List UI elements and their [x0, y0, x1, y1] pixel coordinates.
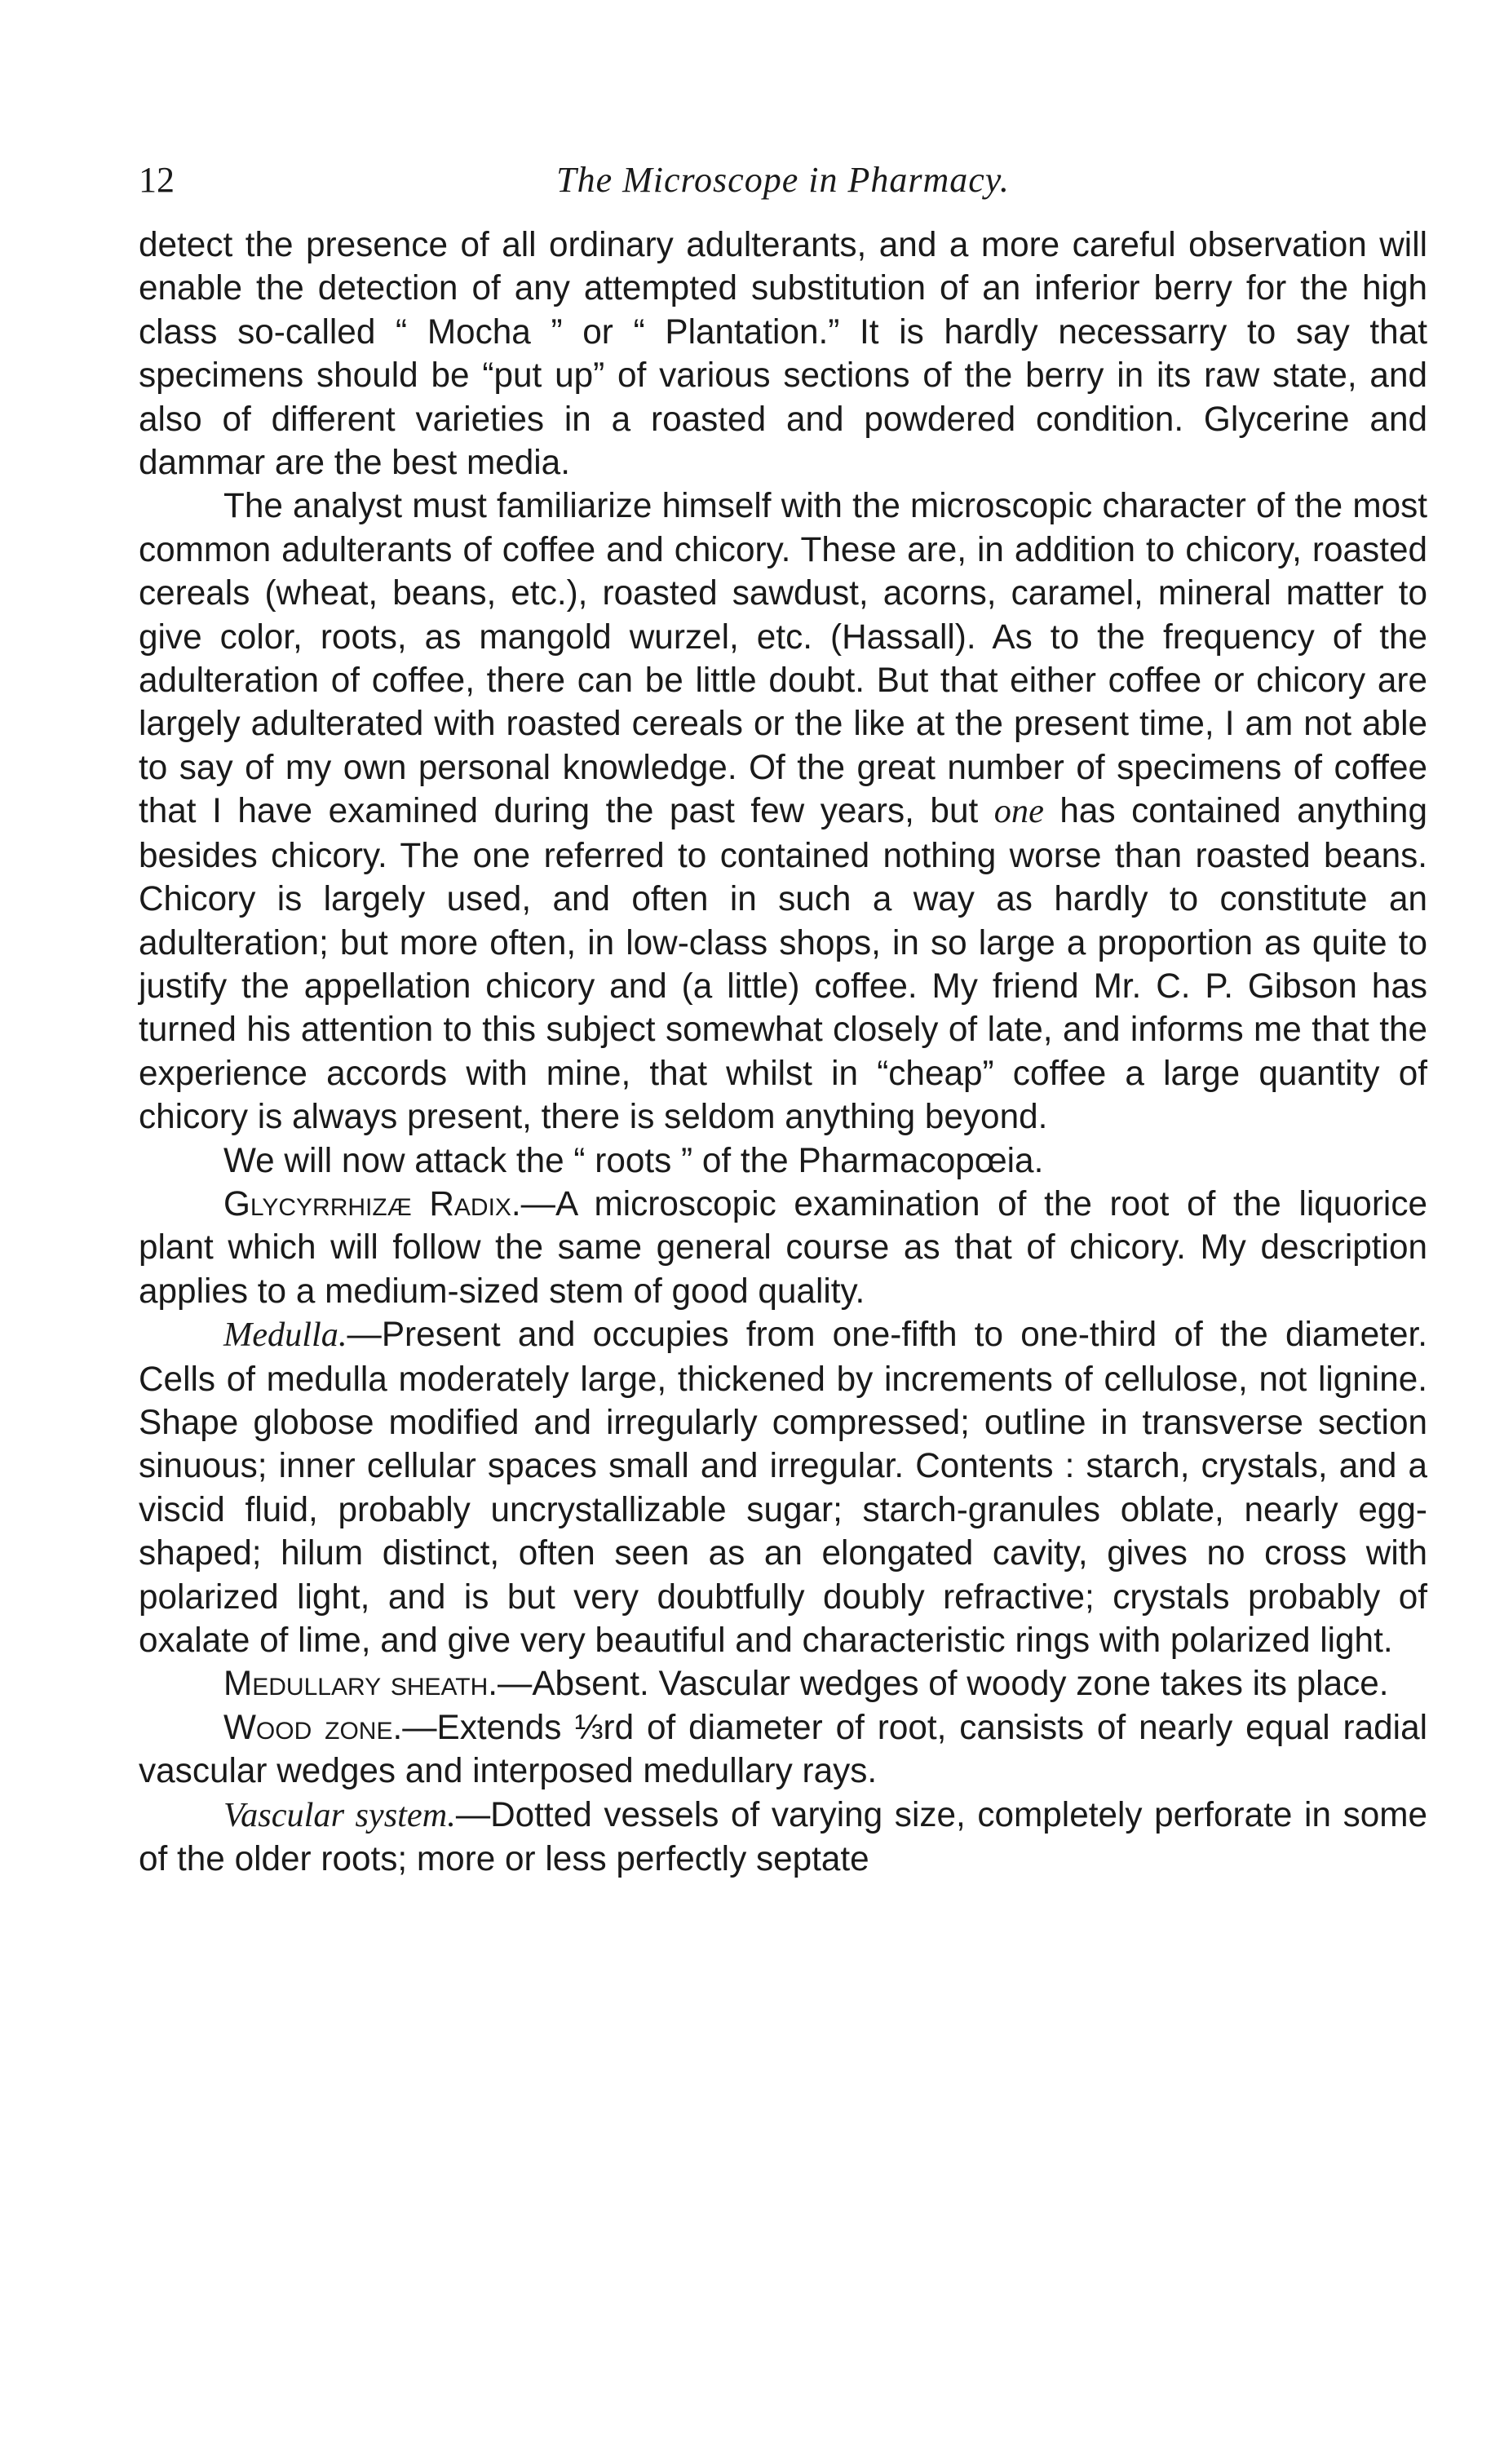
paragraph-adulterants: The analyst must familiarize himself with the microscopic character of the most common adulterants of coffee and chicory. These are, in addition to chicory, roasted cereals (wheat, beans, etc.), roasted sawdust, acorns, caramel, mineral matter to give color, roots, as mangold wurzel, etc. (Hassall). As to the frequency of the adulteration of coffee, there can be little doubt. But that either coffee or chicory are largely adulterated with roasted cereals or the like at the present time, I am not able to say of my own personal knowledge. Of the great number of specimens of coffee that I have examined during the past few years, but one has contained anything besides chicory. The one referred to contained nothing worse than roasted beans. Chicory is largely used, and often in such a way as hardly to constitute an adulteration; but more often, in low-class shops, in so large a proportion as quite to justify the appellation chicory and (a little) coffee. My friend Mr. C. P. Gibson has turned his attention to this subject somewhat closely of late, and informs me that the experience accords with mine, that whilst in “cheap” coffee a large quantity of chicory is always present, there is seldom anything beyond. — [139, 486, 1427, 1136]
body-text — [139, 223, 1427, 1880]
paragraph-medulla: Medulla.—Present and occupies from one-fifth to one-third of the diameter. Cells of medulla moderately large, thickened by increments of cellulose, not lignine. Shape globose modified and irregularly compressed; outline in transverse section sinuous; inner cellular spaces small and irregular. Contents : starch, crystals, and a viscid fluid, probably uncrystallizable sugar; starch-granules oblate, nearly egg-shaped; hilum distinct, often seen as an elongated cavity, gives no cross with polarized light, and is but very doubtfully doubly refractive; crystals probably of oxalate of lime, and give very beautiful and characteristic rings with polarized light. — [139, 1315, 1427, 1659]
page-number: 12 — [139, 160, 175, 200]
paragraph-medullary-sheath: Medullary sheath.—Absent. Vascular wedges of woody zone takes its place. — [223, 1664, 1389, 1703]
running-title: The Microscope in Pharmacy. — [556, 160, 1010, 200]
running-head — [139, 159, 1427, 216]
heading-medulla: Medulla. — [223, 1316, 347, 1355]
paragraph-vascular-system: Vascular system.—Dotted vessels of varying size, completely perforate in some of the older roots; more or less perfectly septate — [139, 1794, 1428, 1878]
paragraph-coffee-detection: detect the presence of all ordinary adulterants, and a more careful observation will enable the detection of any attempted substitution of an inferior berry for the high class so-called “ Mocha ” or “ Plantation.” It is hardly necessarry to say that specimens should be “put up” of various sections of the berry in its raw state, and also of different varieties in a roasted and powdered condition. Glycerine and dammar are the best media. — [139, 225, 1427, 482]
heading-wood-zone: Wood zone. — [223, 1707, 403, 1746]
heading-medullary-sheath: Medullary sheath. — [223, 1664, 498, 1703]
paragraph-wood-zone: Wood zone.—Extends ⅓rd of diameter of root, cansists of nearly equal radial vascular wedges and interposed medullary rays. — [139, 1707, 1427, 1790]
paragraph-roots: We will now attack the “ roots ” of the Pharmacopœia. — [223, 1140, 1044, 1179]
heading-vascular-system: Vascular system. — [223, 1795, 456, 1834]
heading-glycyrrhizae-radix: Glycyrrhizæ Radix. — [223, 1183, 521, 1223]
emphasis-one: one — [993, 792, 1044, 831]
page — [139, 159, 1427, 1880]
paragraph-glycyrrhizae: Glycyrrhizæ Radix.—A microscopic examination of the root of the liquorice plant which will follow the same general course as that of chicory. My description applies to a medium-sized stem of good quality. — [139, 1183, 1427, 1310]
